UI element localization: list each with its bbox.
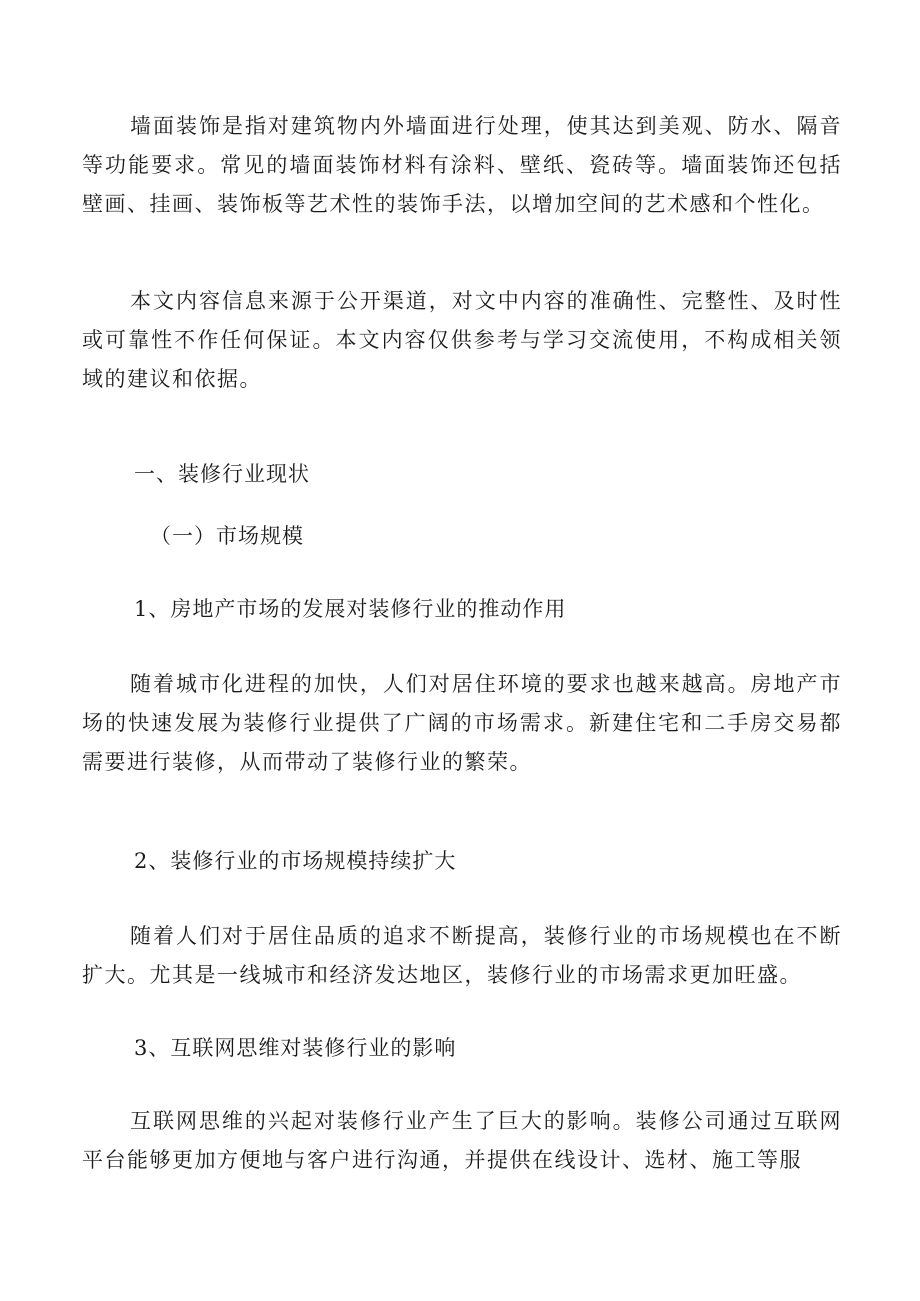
- market-growth-paragraph: 随着人们对于居住品质的追求不断提高，装修行业的市场规模也在不断扩大。尤其是一线城市和经济发达地区，装修行业的市场需求更加旺盛。: [82, 924, 842, 987]
- item-heading-3: 3、互联网思维对装修行业的影响: [134, 1036, 457, 1060]
- item-heading-1: 1、房地产市场的发展对装修行业的推动作用: [134, 597, 567, 621]
- real-estate-paragraph: 随着城市化进程的加快，人们对居住环境的要求也越来越高。房地产市场的快速发展为装修行业提供了广阔的市场需求。新建住宅和二手房交易都需要进行装修，从而带动了装修行业的繁荣。: [82, 672, 842, 774]
- disclaimer-paragraph: 本文内容信息来源于公开渠道，对文中内容的准确性、完整性、及时性或可靠性不作任何保证。本文内容仅供参考与学习交流使用，不构成相关领域的建议和依据。: [82, 289, 842, 391]
- internet-paragraph: 互联网思维的兴起对装修行业产生了巨大的影响。装修公司通过互联网平台能够更加方便地与客户进行沟通，并提供在线设计、选材、施工等服: [82, 1109, 842, 1172]
- section-heading: 一、装修行业现状: [134, 462, 310, 486]
- subsection-heading: （一）市场规模: [150, 524, 304, 548]
- intro-paragraph: 墙面装饰是指对建筑物内外墙面进行处理，使其达到美观、防水、隔音等功能要求。常见的墙面装饰材料有涂料、壁纸、瓷砖等。墙面装饰还包括壁画、挂画、装饰板等艺术性的装饰手法，以增加空间的艺术感和个性化。: [82, 114, 842, 216]
- item-heading-2: 2、装修行业的市场规模持续扩大: [134, 849, 457, 873]
